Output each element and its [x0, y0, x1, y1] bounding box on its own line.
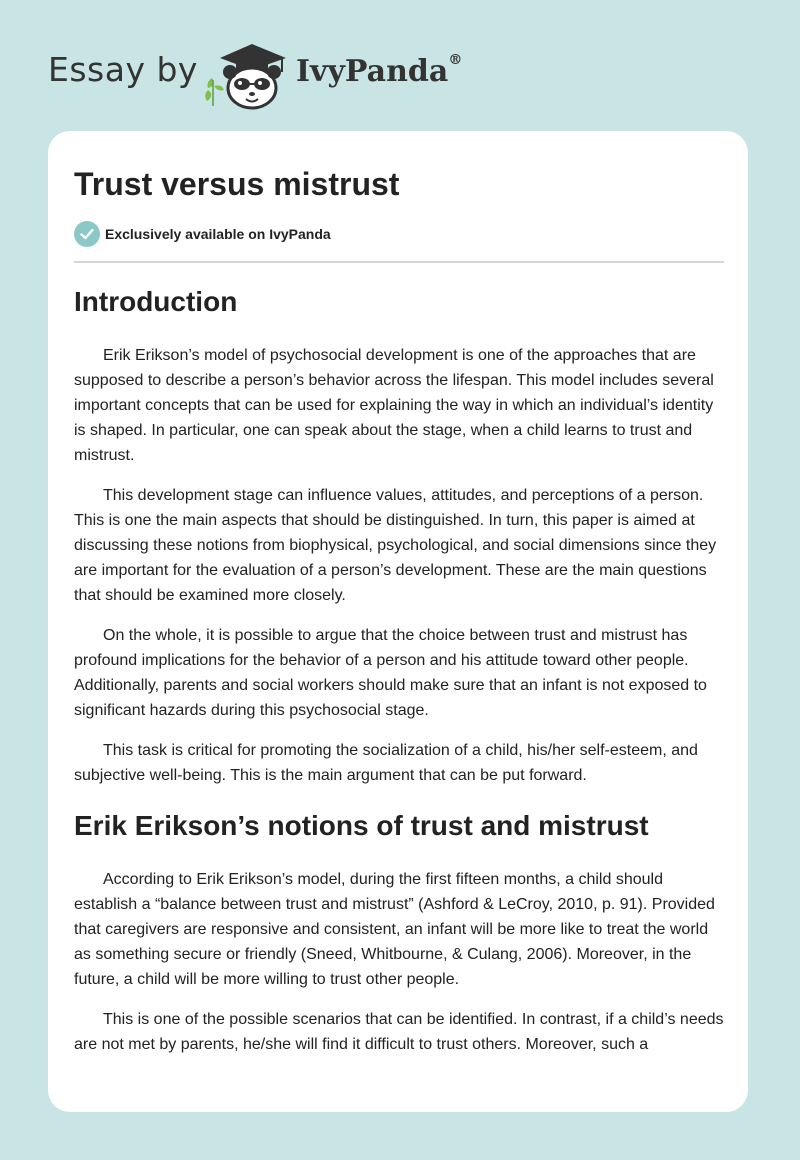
title-divider: [74, 261, 724, 263]
paragraph: This task is critical for promoting the socialization of a child, his/her self-esteem, and subjective well-being. This is the main argument that can be put forward.: [74, 742, 698, 784]
paragraph: This development stage can influence values, attitudes, and perceptions of a person. This is one the main aspects that should be distinguished. In turn, this paper is aimed at discussing these notions from biophysical, psychological, and social dimensions since they are important for the evaluation of a person’s development. These are the main questions that should be examined more closely.: [74, 487, 717, 604]
section-introduction-paragraphs: [74, 343, 724, 788]
paragraph: Erik Erikson’s model of psychosocial development is one of the approaches that are supposed to describe a person’s behavior across the lifespan. This model includes several important concepts that can be used for explaining the way in which an individual’s identity is shaped. In particular, one can speak about the stage, when a child learns to trust and mistrust.: [74, 347, 714, 464]
ivypanda-logo-icon[interactable]: [200, 38, 295, 110]
essay-by-label: Essay by: [48, 50, 198, 89]
brand-name[interactable]: [296, 54, 462, 89]
essay-card: [48, 131, 748, 1112]
exclusive-badge: [74, 221, 331, 247]
paragraph: According to Erik Erikson’s model, during the first fifteen months, a child should establish a “balance between trust and mistrust” (Ashford & LeCroy, 2010, p. 91). Provided that caregivers are responsive and consistent, an infant will be more like to treat the world as something secure or friendly (Sneed, Whitbourne, & Culang, 2006). Moreover, in the future, a child will be more willing to trust other people.: [74, 871, 715, 988]
paragraph: On the whole, it is possible to argue that the choice between trust and mistrust has profound implications for the behavior of a person and his attitude toward other people. Additionally, parents and social workers should make sure that an infant is not exposed to significant hazards during this psychosocial stage.: [74, 627, 707, 719]
brand-text: IvyPanda: [296, 54, 449, 89]
section-erikson-paragraphs: [74, 867, 724, 1057]
section-heading-introduction: Introduction: [74, 286, 238, 317]
site-header: [0, 0, 800, 130]
paragraph: This is one of the possible scenarios that can be identified. In contrast, if a child’s needs are not met by parents, he/she will find it difficult to trust others. Moreover, such a: [74, 1011, 724, 1053]
article-body: [74, 281, 724, 1057]
page-title: Trust versus mistrust: [74, 166, 400, 202]
registered-mark: ®: [448, 52, 463, 68]
section-heading-erikson-notions: Erik Erikson’s notions of trust and mistrust: [74, 810, 649, 841]
badge-label: Exclusively available on IvyPanda: [105, 226, 331, 242]
check-icon: [74, 221, 100, 247]
